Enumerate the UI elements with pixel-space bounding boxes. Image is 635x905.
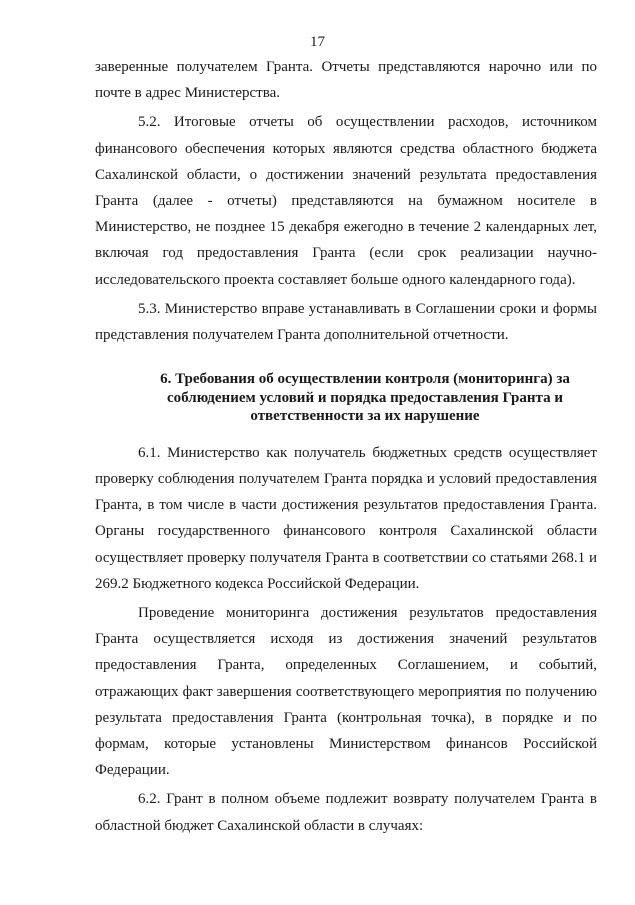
paragraph-5-2: 5.2. Итоговые отчеты об осуществлении расходов, источником финансового обеспечения которых являются средства областного бюджета Сахалинской области, о достижении значений результата предоставления Гранта (далее - отчеты) представляются на бумажном носителе в Министерство, не позднее 15 декабря ежегодно в течение 2 календарных лет, включая год предоставления Гранта (если срок реализации научно-исследовательского проекта составляет больше одного календарного года).	[95, 114, 597, 288]
paragraph-5-3: 5.3. Министерство вправе устанавливать в Соглашении сроки и формы представления получателем Гранта дополнительной отчетности.	[95, 300, 597, 344]
section-heading-line-2: соблюдением условий и порядка предоставления Гранта и	[167, 389, 563, 406]
section-6-heading	[95, 370, 597, 426]
paragraph-6-2: 6.2. Грант в полном объеме подлежит возврату получателем Гранта в областной бюджет Сахалинской области в случаях:	[95, 791, 597, 834]
document-body	[95, 54, 597, 839]
page-number: 17	[310, 34, 325, 50]
paragraph-monitoring: Проведение мониторинга достижения результатов предоставления Гранта осуществляется исходя из достижения значений результатов предоставления Гранта, определенных Соглашением, и событий, отражающих факт завершения соответствующего мероприятия по получению результата предоставления Гранта (контрольная точка), в порядке и по формам, которые установлены Министерством финансов Российской Федерации.	[95, 604, 597, 779]
paragraph-6-1: 6.1. Министерство как получатель бюджетных средств осуществляет проверку соблюдения получателем Гранта порядка и условий предоставления Гранта, в том числе в части достижения результатов предоставления Гранта. Органы государственного финансового контроля Сахалинской области осуществляет проверку получателя Гранта в соответствии со статьями 268.1 и 269.2 Бюджетного кодекса Российской Федерации.	[95, 444, 597, 592]
section-heading-line-1: 6. Требования об осуществлении контроля (мониторинга) за	[160, 371, 570, 388]
section-heading-line-3: ответственности за их нарушение	[250, 408, 480, 425]
paragraph-continuation: заверенные получателем Гранта. Отчеты представляются нарочно или по почте в адрес Министерства.	[95, 59, 597, 102]
